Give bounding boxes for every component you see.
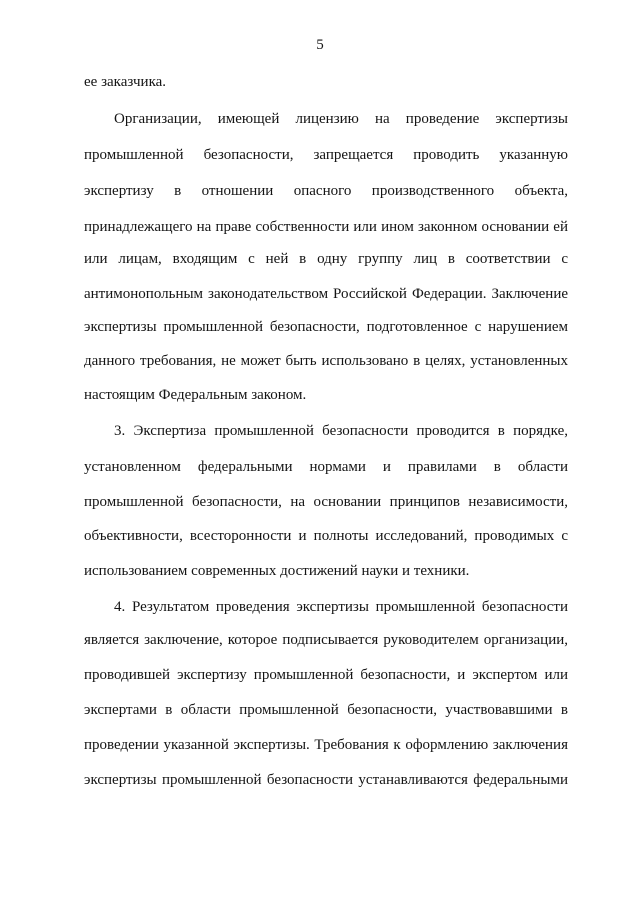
text-line: данного требования, не может быть использовано в целях, установленных — [84, 353, 568, 369]
text-line: проводившей экспертизу промышленной безопасности, и экспертом или — [84, 667, 568, 683]
text-line: 4. Результатом проведения экспертизы промышленной безопасности — [114, 599, 568, 615]
text-line: промышленной безопасности, на основании принципов независимости, — [84, 494, 568, 510]
text-line: или лицам, входящим с ней в одну группу лиц в соответствии с — [84, 251, 568, 267]
text-line: Организации, имеющей лицензию на проведение экспертизы — [114, 111, 568, 127]
text-line: настоящим Федеральным законом. — [84, 387, 307, 403]
text-line: принадлежащего на праве собственности или ином законном основании ей — [84, 219, 568, 235]
text-line: объективности, всесторонности и полноты исследований, проводимых с — [84, 528, 568, 544]
text-line: антимонопольным законодательством Российской Федерации. Заключение — [84, 286, 568, 302]
text-line: 3. Экспертиза промышленной безопасности проводится в порядке, — [114, 423, 568, 439]
text-line: ее заказчика. — [84, 74, 167, 90]
text-line: промышленной безопасности, запрещается проводить указанную — [84, 147, 568, 163]
text-line: экспертизы промышленной безопасности, подготовленное с нарушением — [84, 319, 568, 335]
page-number: 5 — [316, 37, 324, 53]
text-line: экспертизы промышленной безопасности устанавливаются федеральными — [84, 772, 568, 788]
text-line: проведении указанной экспертизы. Требования к оформлению заключения — [84, 737, 568, 753]
text-line: установленном федеральными нормами и правилами в области — [84, 459, 568, 475]
text-line: использованием современных достижений науки и техники. — [84, 563, 470, 579]
text-line: является заключение, которое подписывается руководителем организации, — [84, 632, 568, 648]
text-line: экспертизу в отношении опасного производственного объекта, — [84, 183, 568, 199]
text-line: экспертами в области промышленной безопасности, участвовавшими в — [84, 702, 568, 718]
